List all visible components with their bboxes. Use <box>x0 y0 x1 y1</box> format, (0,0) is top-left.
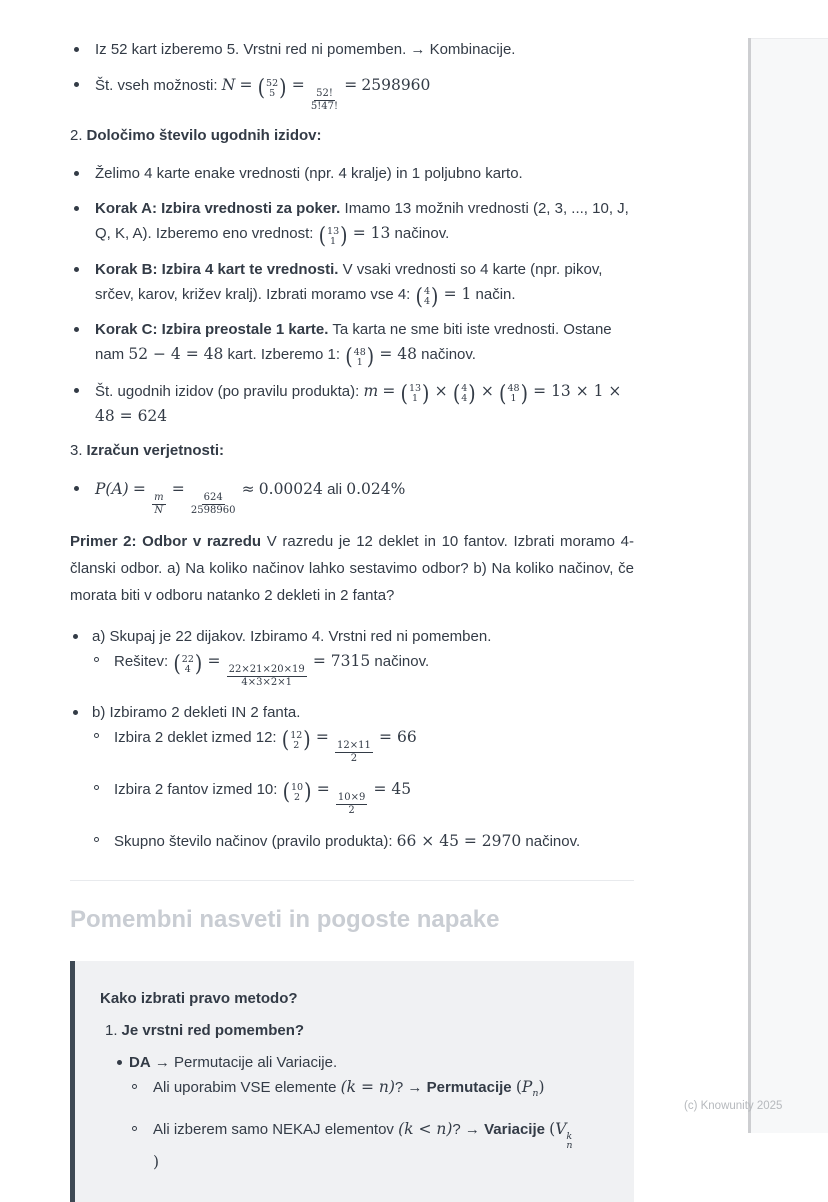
math-result-wrap: 48 = 624 <box>95 407 168 425</box>
binom-bottom: 4 <box>184 663 191 675</box>
binom-top: 13 <box>408 383 422 394</box>
binom-top: 4 <box>461 383 468 394</box>
fraction-denominator: 5!47! <box>310 101 339 112</box>
math-times: × <box>480 381 494 400</box>
fraction-denominator: 2598960 <box>190 505 236 516</box>
fraction <box>335 740 373 765</box>
binomial-coefficient <box>257 74 287 101</box>
list-item-text: načinov. <box>374 653 430 670</box>
callout-numbered-item <box>105 1018 608 1043</box>
callout-title-row <box>100 986 608 1011</box>
fraction-numerator: 52! <box>316 88 333 99</box>
list-item-text: Izbira 2 fantov izmed 10: <box>114 781 282 798</box>
paren-close-wrap: ) <box>153 1153 160 1171</box>
math-variable: P(A) <box>95 480 129 498</box>
math-equals: = <box>207 652 221 670</box>
binom-bottom: 2 <box>293 739 300 751</box>
math-superscript: k <box>566 1131 573 1142</box>
paren-close: ) <box>422 380 430 407</box>
list-item-text: Ali uporabim VSE elemente <box>153 1079 341 1096</box>
probability-bullet-list <box>70 477 634 517</box>
fraction-numerator: 624 <box>203 492 223 503</box>
paren-open: ( <box>318 222 327 249</box>
binom-top: 4 <box>423 286 430 297</box>
list-item-text: → Permutacije ali Variacije. <box>154 1054 338 1071</box>
fraction-denominator: 2 <box>348 805 355 816</box>
list-item-text: Imamo 13 možnih vrednosti (2, 3, ..., 10, J, Q, K, A). Izberemo eno vrednost: <box>95 200 629 242</box>
list-item <box>92 725 634 765</box>
list-item-text: način. <box>475 285 516 303</box>
binom-top: 22 <box>181 653 194 665</box>
list-item-text: načinov. <box>525 833 581 850</box>
bold-label: Variacije <box>484 1121 545 1138</box>
section-title: Izračun verjetnosti: <box>86 442 225 459</box>
tips-heading: Pomembni nasveti in pogoste napake <box>70 906 500 933</box>
math-subscript: n <box>566 1140 573 1151</box>
list-item-text: kart. Izberemo 1: <box>223 346 345 363</box>
paren-close: ) <box>538 1078 545 1096</box>
bold-label: DA <box>129 1054 151 1071</box>
list-item <box>70 73 634 113</box>
math-equals: = <box>382 381 396 400</box>
fraction-numerator: 12×11 <box>337 740 371 751</box>
fraction-numerator: m <box>154 492 164 503</box>
paren-open: ( <box>515 1078 522 1096</box>
section-number: 3. <box>70 442 83 459</box>
numbered-section-2 <box>70 124 634 148</box>
paren-open: ( <box>415 283 423 310</box>
paren-open: ( <box>400 380 408 407</box>
copyright-watermark: (c) Knowunity 2025 <box>684 1100 783 1112</box>
list-item <box>70 701 634 854</box>
paren-open: ( <box>173 650 181 677</box>
bold-question: Je vrstni red pomemben? <box>121 1022 305 1039</box>
bold-label: Korak C: Izbira preostale 1 karte. <box>95 321 329 338</box>
list-item <box>92 829 634 854</box>
binom-bottom: 1 <box>510 393 517 404</box>
fraction <box>227 664 307 689</box>
list-item <box>70 38 634 62</box>
math-equals: = <box>316 780 330 798</box>
math-result: = 7315 <box>312 652 371 670</box>
fraction-denominator: N <box>154 505 164 516</box>
list-item <box>100 1050 608 1175</box>
binom-top: 48 <box>353 346 366 358</box>
paren-open: ( <box>257 74 266 101</box>
paren-open: ( <box>499 380 507 407</box>
callout-box <box>70 961 634 1202</box>
binomial-coefficient <box>400 380 430 407</box>
fraction <box>152 492 165 517</box>
fraction <box>191 492 236 517</box>
paren-open: ( <box>549 1120 556 1138</box>
viewer-side-gutter <box>751 38 828 1133</box>
sub-list <box>92 649 634 689</box>
steps-bullet-list <box>70 162 634 428</box>
bold-label: Primer 2: Odbor v razredu <box>70 533 262 550</box>
math-times: × <box>434 381 448 400</box>
math-result: = 45 <box>373 780 412 798</box>
list-item-text: Št. ugodnih izidov (po pravilu produkta): <box>95 382 364 400</box>
section-number: 2. <box>70 127 83 144</box>
list-item-text: načinov. <box>394 225 450 242</box>
bold-label: Korak A: Izbira vrednosti za poker. <box>95 200 341 217</box>
callout-sub-list <box>129 1075 608 1175</box>
paren-close: ) <box>304 778 312 805</box>
list-item <box>70 625 634 689</box>
math-equals: = <box>171 480 185 498</box>
binom-top: 48 <box>507 383 520 394</box>
list-item <box>70 197 634 247</box>
binom-bottom: 1 <box>330 235 337 247</box>
list-item-text: Skupno število načinov (pravilo produkta): <box>114 833 397 850</box>
list-item-text: a) Skupaj je 22 dijakov. Izbiramo 4. Vrstni red ni pomemben. <box>92 628 492 645</box>
list-item <box>129 1075 608 1106</box>
math-result: = 1 <box>443 284 472 303</box>
paren-close: ) <box>340 222 348 249</box>
list-item-text: Ali izberem samo NEKAJ elementov <box>153 1121 399 1138</box>
binomial-coefficient <box>318 222 348 249</box>
list-item <box>70 477 634 517</box>
binom-top: 12 <box>290 729 303 741</box>
math-equals: = <box>344 76 358 94</box>
section-divider <box>70 880 634 881</box>
paren-open: ( <box>281 726 290 753</box>
math-variable: P <box>521 1078 533 1096</box>
section-title: Določimo število ugodnih izidov: <box>86 127 322 144</box>
math-supsub <box>566 1132 572 1150</box>
math-variable: V <box>555 1120 567 1138</box>
list-item <box>70 258 634 308</box>
numbered-section-3 <box>70 439 634 463</box>
list-item-text: ? → <box>394 1079 427 1096</box>
list-item <box>70 318 634 368</box>
math-expression: 52 − 4 = 48 <box>128 345 224 363</box>
binom-bottom: 4 <box>461 393 468 404</box>
list-item-text: ali <box>327 481 343 498</box>
fraction-numerator: 22×21×20×19 <box>228 664 305 675</box>
sub-list <box>92 725 634 854</box>
answers-bullet-list <box>70 625 634 854</box>
math-equals: = <box>291 76 305 94</box>
binom-bottom: 2 <box>294 791 301 803</box>
fraction <box>336 792 367 817</box>
paren-close: ) <box>366 343 375 370</box>
paren-close: ) <box>520 380 528 407</box>
math-result: = 13 × 1 × <box>533 381 622 400</box>
list-item-text: Št. vseh možnosti: <box>95 77 222 94</box>
math-result: = 48 <box>379 345 417 363</box>
list-item-text: Iz 52 kart izberemo 5. Vrstni red ni pomemben. → Kombinacije. <box>95 41 516 58</box>
intro-bullet-list <box>70 38 634 113</box>
math-equals: = <box>315 728 329 746</box>
bold-label: Permutacije <box>426 1079 512 1096</box>
binomial-coefficient <box>281 726 311 753</box>
fraction-numerator: 10×9 <box>337 792 366 803</box>
math-subscript: n <box>532 1088 539 1099</box>
list-item <box>92 777 634 817</box>
binomial-coefficient <box>452 380 476 407</box>
binomial-coefficient <box>282 778 312 805</box>
binomial-coefficient <box>173 650 203 677</box>
math-result: = 66 <box>379 728 417 746</box>
list-item <box>129 1117 608 1175</box>
list-item <box>70 379 634 429</box>
paragraph-text: V razredu je 12 deklet in 10 fantov. Izbrati moramo 4-članski odbor. a) Na koliko načinov lahko sestavimo odbor? b) Na koliko načinov, če morata biti v odboru natanko 2 dekleti in 2 fanta? <box>70 533 635 604</box>
math-variable: m <box>363 381 379 400</box>
bold-label: Korak B: Izbira 4 kart te vrednosti. <box>95 260 339 278</box>
primer2-paragraph <box>70 528 634 609</box>
list-item-text: Želimo 4 karte enake vrednosti (npr. 4 kralje) in 1 poljubno karto. <box>95 165 523 182</box>
binom-top: 13 <box>327 225 340 237</box>
math-result: = 13 <box>352 224 391 242</box>
paren-close: ) <box>194 650 203 677</box>
list-item-text: V vsaki vrednosti so 4 karte (npr. pikov, srčev, karov, križev kralj). Izbrati moramo vse 4: <box>95 260 603 303</box>
list-item <box>92 649 634 689</box>
math-result: 2598960 <box>361 76 431 94</box>
paren-close: ) <box>279 74 287 101</box>
callout-bullet-list <box>100 1050 608 1175</box>
paren-open: ( <box>282 778 291 805</box>
binom-top: 52 <box>266 77 279 89</box>
list-item-text: b) Izbiramo 2 dekleti IN 2 fanta. <box>92 704 301 721</box>
list-item-text: Izbira 2 deklet izmed 12: <box>114 729 281 746</box>
binomial-coefficient <box>499 380 528 407</box>
math-equals: = <box>239 76 253 94</box>
math-expression: (k < n) <box>398 1120 453 1138</box>
list-item-text: Rešitev: <box>114 653 173 670</box>
item-number: 1. <box>105 1022 118 1039</box>
math-equals: = <box>132 480 146 498</box>
binom-bottom: 5 <box>269 87 276 99</box>
list-item-text: ? → <box>452 1121 485 1138</box>
list-item-text: Ta karta ne sme biti iste vrednosti. Ostane nam <box>95 321 612 363</box>
fraction-denominator: 4×3×2×1 <box>241 677 292 688</box>
math-expression: 66 × 45 = 2970 <box>396 832 522 850</box>
paren-open: ( <box>452 380 461 407</box>
binomial-coefficient <box>415 283 439 310</box>
math-approx: ≈ <box>241 480 255 498</box>
paren-close: ) <box>303 726 311 753</box>
fraction-denominator: 2 <box>350 753 358 764</box>
binom-bottom: 1 <box>356 356 363 368</box>
callout-title: Kako izbrati pravo metodo? <box>100 990 298 1007</box>
math-variable: N <box>221 76 236 94</box>
binom-bottom: 4 <box>423 296 430 307</box>
binom-bottom: 1 <box>411 393 419 404</box>
math-result: 0.024% <box>346 480 406 498</box>
fraction <box>311 88 338 113</box>
math-result: 0.00024 <box>258 480 323 498</box>
binomial-coefficient <box>345 343 375 370</box>
list-item <box>70 162 634 186</box>
binom-top: 10 <box>291 781 304 793</box>
paren-close: ) <box>468 380 476 407</box>
paren-close: ) <box>430 283 439 310</box>
paren-open: ( <box>345 343 353 370</box>
math-expression: (k = n) <box>340 1078 395 1096</box>
list-item-text: načinov. <box>421 346 476 363</box>
